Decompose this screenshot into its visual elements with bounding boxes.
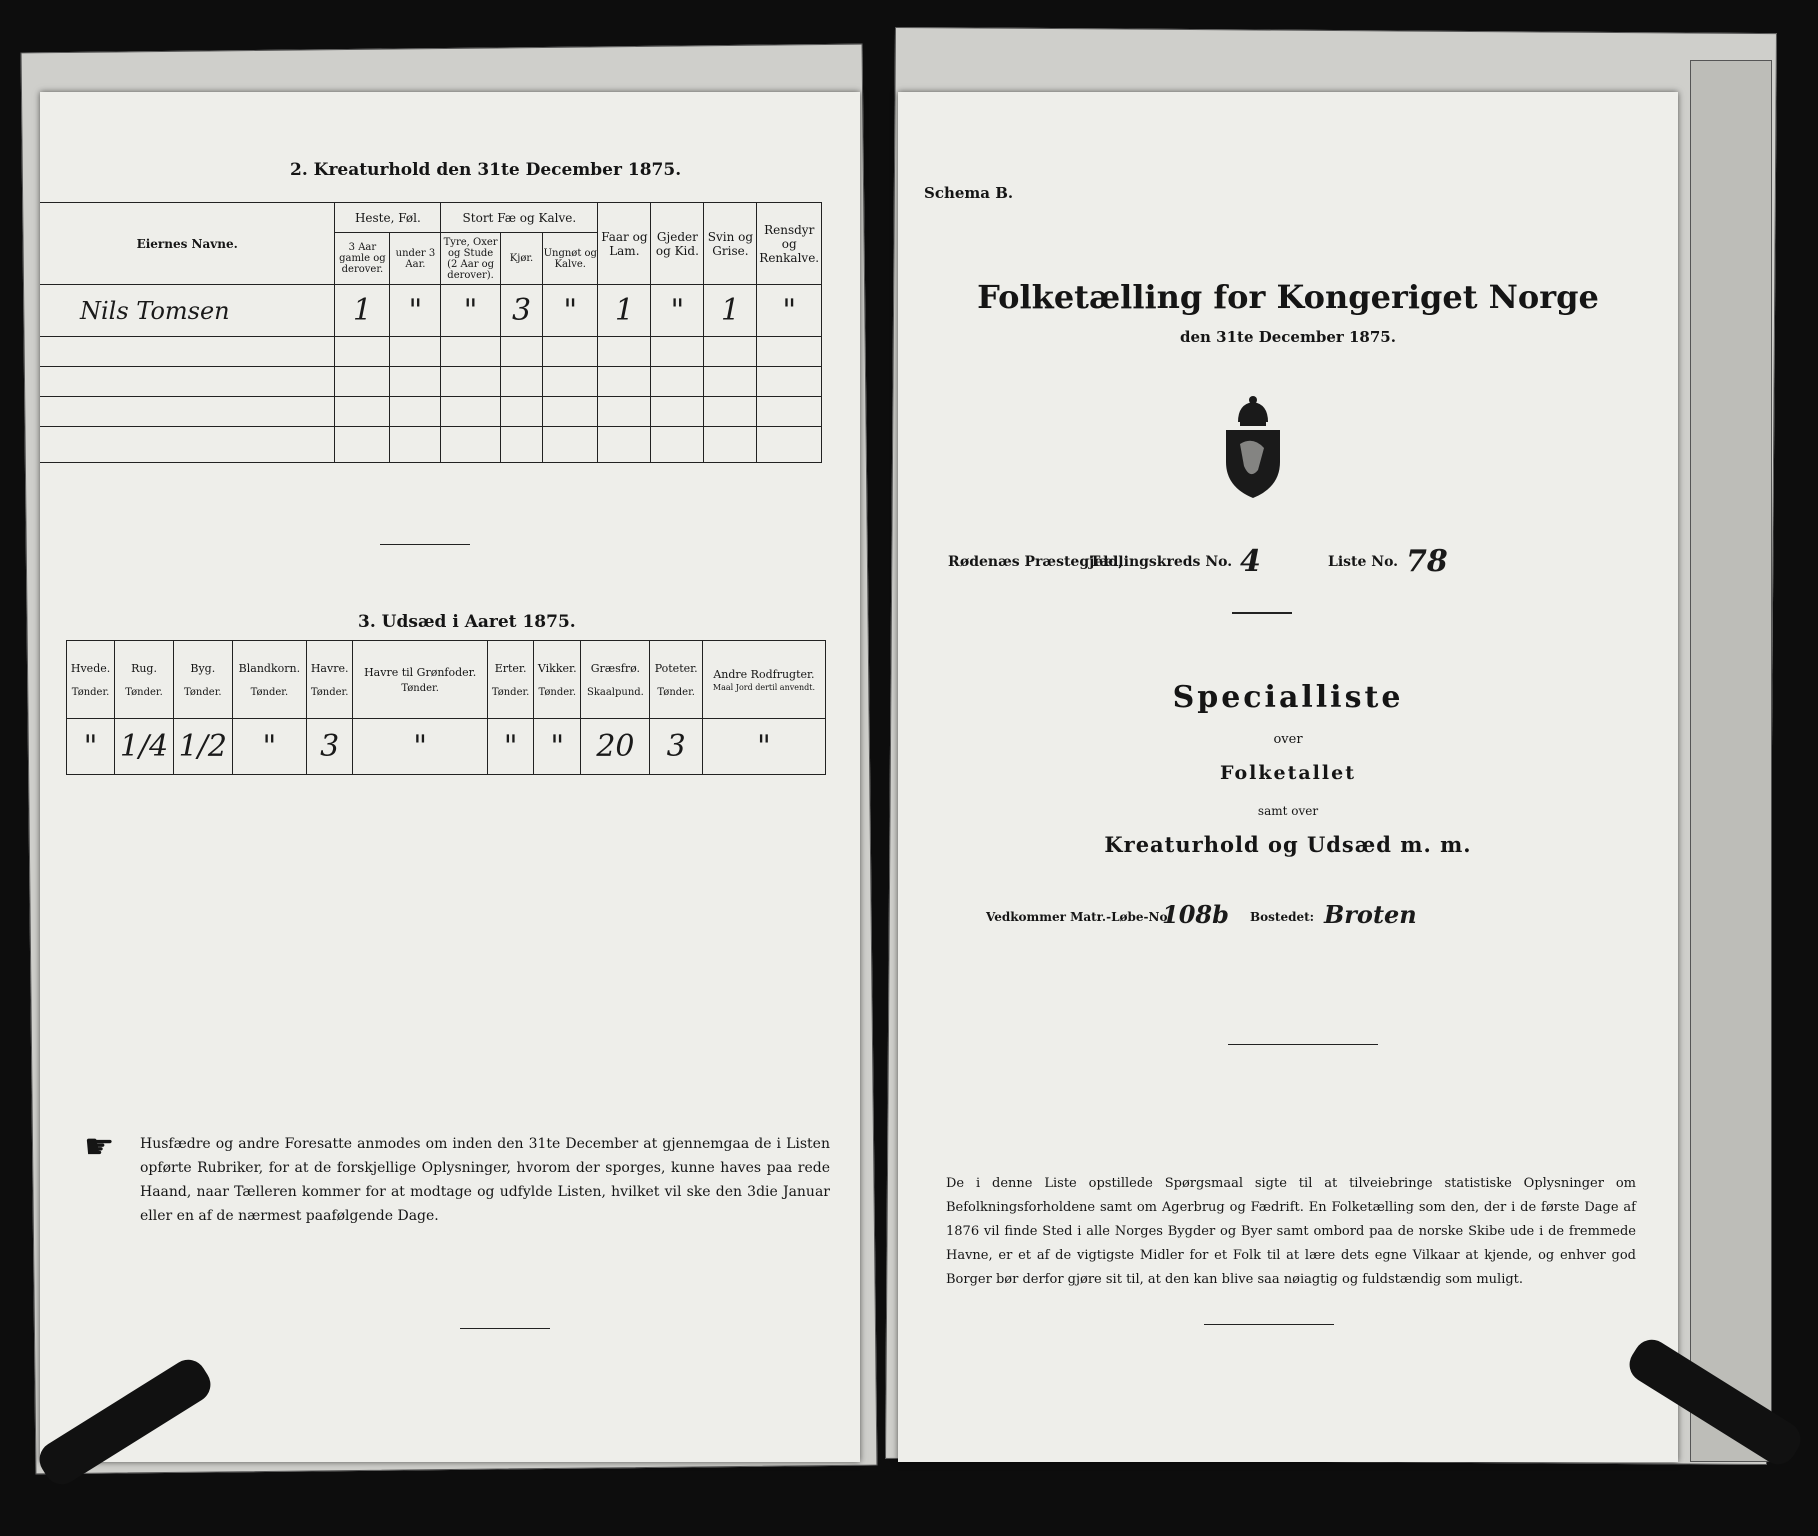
seed-header: Havre til Grønfoder. Tønder. — [353, 641, 488, 719]
census-date: den 31te December 1875. — [1180, 328, 1396, 346]
livestock-table — [40, 202, 822, 463]
kreatur-title: Kreaturhold og Udsæd m. m. — [1104, 832, 1472, 857]
liste-value: 78 — [1406, 544, 1448, 579]
horses-header: Heste, Føl. — [335, 203, 441, 233]
seed-cell: 3 — [307, 719, 353, 775]
special-title: Specialliste — [1172, 680, 1404, 715]
livestock-cell: " — [757, 285, 822, 337]
tellingskreds-label: Tællingskreds No. — [1090, 554, 1233, 570]
section3-title: 3. Udsæd i Aaret 1875. — [358, 612, 576, 632]
seed-header: Poteter. Tønder. — [650, 641, 702, 719]
table-row-empty — [40, 427, 822, 463]
table-row-empty — [40, 337, 822, 367]
divider-signature — [1228, 1044, 1378, 1045]
matrikkel-line — [986, 898, 1636, 938]
seed-header: Andre Rodfrugter. Maal Jord dertil anvendt. — [702, 641, 825, 719]
bulls-oxen-header: Tyre, Oxer og Stude (2 Aar og derover). — [441, 233, 500, 285]
seed-cell: 1/4 — [115, 719, 174, 775]
horses-3yr-header: 3 Aar gamle og derover. — [335, 233, 390, 285]
samt-over-text: samt over — [1257, 804, 1319, 818]
pigs-header: Svin og Grise. — [704, 203, 757, 285]
cows-header: Kjør. — [500, 233, 542, 285]
paper-stack-right-edge — [1690, 60, 1772, 1462]
table-row-empty — [40, 397, 822, 427]
young-cattle-header: Ungnøt og Kalve. — [543, 233, 598, 285]
bosted-value: Broten — [1324, 900, 1417, 929]
seed-cell: " — [488, 719, 534, 775]
over-text-1: over — [1273, 732, 1303, 747]
table-row — [40, 285, 822, 337]
tellingskreds-value: 4 — [1240, 544, 1261, 579]
table-row-empty — [40, 367, 822, 397]
divider-short — [380, 544, 470, 545]
livestock-cell: " — [543, 285, 598, 337]
matr-label: Vedkommer Matr.-Løbe-No. — [986, 910, 1172, 924]
coat-of-arms-icon — [1218, 392, 1288, 502]
owner-name-header: Eiernes Navne. — [40, 203, 335, 285]
info-paragraph: De i denne Liste opstillede Spørgsmaal sigte til at tilveiebringe statistiske Oplysninger om Befolkningsforholdene samt om Agerbrug og Fædrift. En Folketælling som den, der i de første Dage af 1876 vil finde Sted i alle Norges Bygder og Byer samt ombord paa de norske Skibe ude i de fremmede Havne, er et af de vigtigste Midler for et Folk til at lære dets egne Vilkaar at kjende, og enhver god Borger bør derfor gjøre sit til, at den kan blive saa nøiagtig og fuldstændig som muligt. — [946, 1176, 1636, 1287]
divider-bottom — [460, 1328, 550, 1329]
seed-header: Rug. Tønder. — [115, 641, 174, 719]
seed-header: Hvede. Tønder. — [67, 641, 115, 719]
reindeer-header: Rensdyr og Renkalve. — [757, 203, 822, 285]
seed-header: Blandkorn. Tønder. — [232, 641, 306, 719]
horses-under3-header: under 3 Aar. — [390, 233, 441, 285]
livestock-cell: 3 — [500, 285, 542, 337]
prestegjeld-line — [948, 544, 1648, 584]
seed-header: Græsfrø. Skaalpund. — [581, 641, 650, 719]
right-page — [898, 92, 1678, 1462]
seed-cell: " — [702, 719, 825, 775]
seed-cell: " — [353, 719, 488, 775]
seed-table — [66, 640, 826, 775]
footnote-text: Husfædre og andre Foresatte anmodes om inden den 31te December at gjennemgaa de i Listen opførte Rubriker, for at de forskjellige Oplysninger, hvorom der sporges, kunne haves paa rede Haand, naar Tælleren kommer for at modtage og udfylde Listen, hvilket vil ske den 3die Januar eller en af de nærmest paafølgende Dage. — [140, 1136, 830, 1224]
divider-end — [1204, 1324, 1334, 1325]
seed-header: Vikker. Tønder. — [534, 641, 581, 719]
livestock-cell: " — [651, 285, 704, 337]
matr-value: 108b — [1162, 900, 1229, 929]
prestegjeld-label: Rødenæs Præstegjeld, — [948, 554, 1124, 570]
seed-cell: 20 — [581, 719, 650, 775]
livestock-cell: " — [441, 285, 500, 337]
livestock-cell: 1 — [704, 285, 757, 337]
table-row — [67, 719, 826, 775]
seed-cell: 3 — [650, 719, 702, 775]
section2-title: 2. Kreaturhold den 31te December 1875. — [290, 160, 682, 180]
seed-cell: " — [67, 719, 115, 775]
seed-header: Havre. Tønder. — [307, 641, 353, 719]
folketallet-title: Folketallet — [1220, 762, 1356, 784]
livestock-cell: " — [390, 285, 441, 337]
seed-header: Byg. Tønder. — [173, 641, 232, 719]
goats-header: Gjeder og Kid. — [651, 203, 704, 285]
sheep-header: Faar og Lam. — [598, 203, 651, 285]
pointing-hand-icon: ☛ — [84, 1127, 115, 1167]
seed-cell: " — [232, 719, 306, 775]
seed-cell: 1/2 — [173, 719, 232, 775]
seed-cell: " — [534, 719, 581, 775]
seed-header: Erter. Tønder. — [488, 641, 534, 719]
bosted-label: Bostedet: — [1250, 910, 1315, 924]
schema-label: Schema B. — [924, 184, 1014, 202]
divider-mid — [1232, 612, 1292, 614]
cattle-header: Stort Fæ og Kalve. — [441, 203, 598, 233]
livestock-cell: 1 — [335, 285, 390, 337]
owner-name-cell: Nils Tomsen — [40, 285, 335, 337]
liste-label: Liste No. — [1328, 554, 1399, 570]
main-title: Folketælling for Kongeriget Norge — [977, 278, 1599, 316]
livestock-cell: 1 — [598, 285, 651, 337]
left-page — [40, 92, 860, 1462]
